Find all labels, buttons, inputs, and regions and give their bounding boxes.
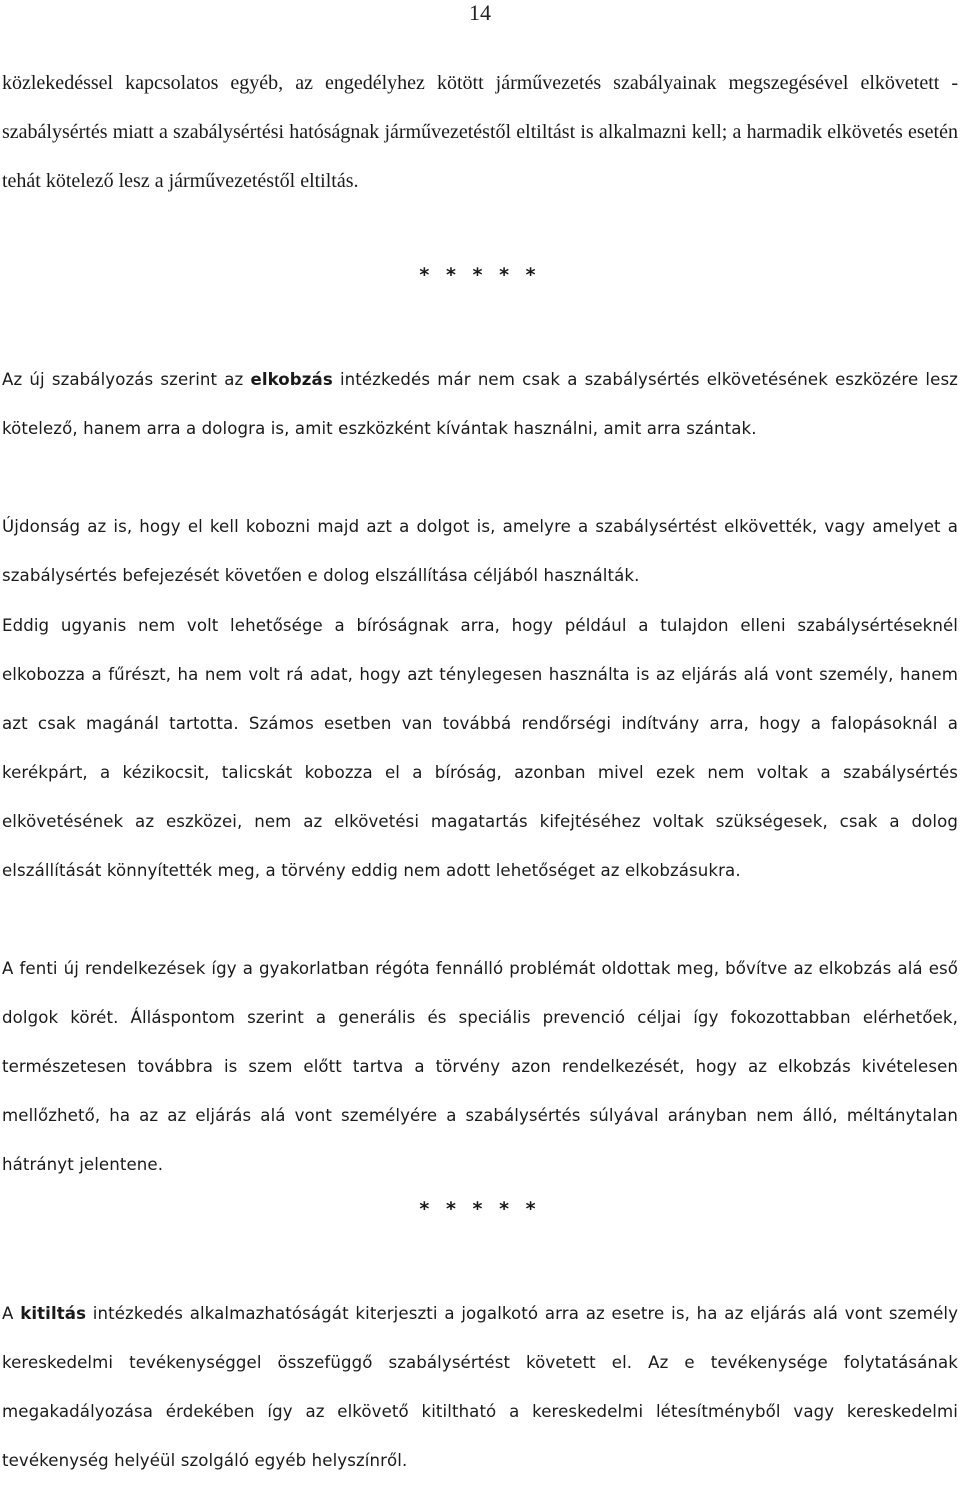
- bold-term-elkobzas: elkobzás: [250, 370, 333, 389]
- section-separator: * * * * *: [419, 1198, 541, 1220]
- text-run: intézkedés már nem csak a szabálysértés elkövetésének eszközére lesz kötelező, hanem arra a dologra is, amit eszközként kívántak használni, amit arra szántak.: [2, 370, 958, 438]
- section-separator: * * * * *: [419, 264, 541, 286]
- paragraph-kitiltas: [2, 1289, 958, 1485]
- paragraph-elkobzas: [2, 355, 958, 453]
- paragraph-ujdonsag: Újdonság az is, hogy el kell kobozni majd azt a dolgot is, amelyre a szabálysértést elkövették, vagy amelyet a szabálysértés befejezését követően e dolog elszállítása céljából használták.: [2, 517, 958, 585]
- intro-paragraph: közlekedéssel kapcsolatos egyéb, az engedélyhez kötött járművezetés szabályainak megszegésével elkövetett - szabálysértés miatt a szabálysértési hatóságnak járművezetéstől eltiltást is alkalmazni kell; a harmadik elkövetés esetén tehát kötelező lesz a járművezetéstől eltiltás.: [2, 72, 958, 192]
- text-run: intézkedés alkalmazhatóságát kiterjeszti a jogalkotó arra az esetre is, ha az eljárás alá vont személy kereskedelmi tevékenységgel összefüggő szabálysértést követett el. Az e tevékenysége folytatásának megakadályozása érdekében így az elkövető kitiltható a kereskedelmi létesítményből vagy kereskedelmi tevékenység helyéül szolgáló egyéb helyszínről.: [2, 1304, 959, 1470]
- text-run: Az új szabályozás szerint az: [2, 370, 251, 389]
- bold-term-kitiltas: kitiltás: [20, 1304, 87, 1323]
- paragraph-fenti: A fenti új rendelkezések így a gyakorlatban régóta fennálló problémát oldottak meg, bővítve az elkobzás alá eső dolgok körét. Álláspontom szerint a generális és speciális prevenció céljai így fokozottabban elérhetőek, természetesen továbbra is szem előtt tartva a törvény azon rendelkezését, hogy az elkobzás kivételesen mellőzhető, ha az az eljárás alá vont személyére a szabálysértés súlyával arányban nem álló, méltánytalan hátrányt jelentene.: [2, 959, 958, 1174]
- page-number: 14: [469, 0, 491, 25]
- text-run: A: [2, 1304, 21, 1323]
- paragraph-eddig: Eddig ugyanis nem volt lehetősége a bíróságnak arra, hogy például a tulajdon elleni szabálysértéseknél elkobozza a fűrészt, ha nem volt rá adat, hogy azt ténylegesen használta is az eljárás alá vont személy, hanem azt csak magánál tartotta. Számos esetben van továbbá rendőrségi indítvány arra, hogy a falopásoknál a kerékpárt, a kézikocsit, talicskát kobozza el a bíróság, azonban mivel ezek nem voltak a szabálysértés elkövetésének az eszközei, nem az elkövetési magatartás kifejtéséhez voltak szükségesek, csak a dolog elszállítását könnyítették meg, a törvény eddig nem adott lehetőséget az elkobzásukra.: [2, 616, 958, 880]
